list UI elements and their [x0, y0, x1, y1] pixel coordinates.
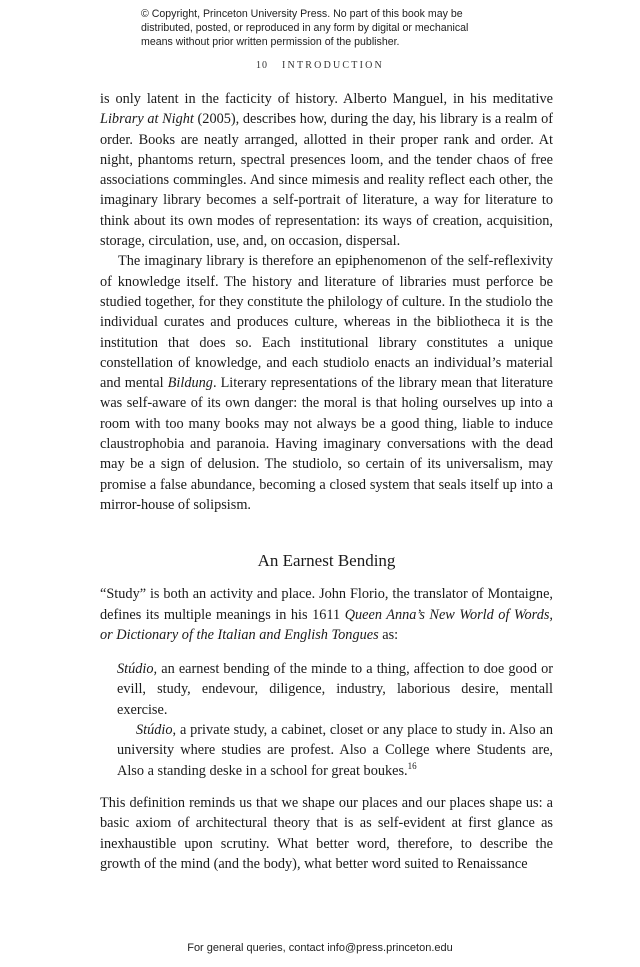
text-run: an earnest bending of the minde to a thing, affection to doe good or evill, study, endevour, diligence, industry, laborious desire, mentall exercise. — [117, 661, 553, 718]
copyright-line: distributed, posted, or reproduced in any form by digital or mechanical — [141, 22, 469, 35]
footer-contact: For general queries, contact info@press.princeton.edu — [187, 942, 453, 954]
text-run: as: — [378, 626, 399, 643]
running-head — [0, 60, 640, 71]
paragraph — [100, 584, 553, 645]
block-quote — [117, 659, 553, 781]
section-heading: An Earnest Bending — [257, 551, 396, 571]
copyright-notice — [141, 7, 521, 50]
paragraph — [100, 89, 553, 251]
copyright-line: © Copyright, Princeton University Press. No part of this book may be — [141, 8, 463, 20]
chapter-title: INTRODUCTION — [282, 60, 384, 71]
text-run: (2005), describes how, during the day, his library is a realm of order. Books are neatly arranged, allotted in their proper rank and order. At night, phantoms return, spectral presences loom, and the tender chaos of free associations commingles. And since mimesis and reality reflect each other, the imaginary library becomes a self-portrait of literature, a way for literature to think about its own modes of representation: its ways of creation, acquisition, storage, circulation, use, and, on occasion, dispersal. — [100, 111, 553, 250]
main-text — [100, 89, 553, 874]
paragraph — [100, 793, 553, 874]
text-run: This definition reminds us that we shape our places and our places shape us: a basic axiom of architectural theory that is as self-evident at first glance as inexhaustible upon scrutiny. What better word, therefore, to describe the growth of the mind (and the body), what better word suited to Renaissance — [100, 794, 553, 872]
text-run: “Study” is both an activity and place. John Florio, the translator of Montaigne, defines its multiple meanings in his 1611 — [100, 586, 553, 623]
copyright-line: means without prior written permission of the publisher. — [141, 36, 400, 49]
headword: Stúdio — [136, 722, 173, 739]
book-title: Library at Night — [100, 111, 194, 128]
quote-entry — [117, 720, 553, 781]
text-run: The imaginary library is therefore an epiphenomenon of the self-reflexivity of knowledge itself. The history and literature of libraries must perforce be studied together, for they constitute the philology of culture. In the studiolo the individual curates and produces culture, whereas in the bibliotheca it is the institution that does so. Each institutional library constitutes a unique constellation of knowledge, and each studiolo enacts an individual’s material and mental — [100, 253, 553, 392]
headword: Stúdio, — [117, 661, 158, 678]
text-run: , a private study, a cabinet, closet or any place to study in. Also an university where studies are profest. Also a College where Students are, Also a standing deske in a school for great boukes. — [117, 722, 553, 779]
book-title: Queen Anna’s New World of Words, or Dictionary of the Italian and English Tongues — [100, 606, 553, 643]
quote-entry — [117, 659, 553, 720]
page-number: 10 — [256, 60, 269, 71]
text-run: is only latent in the facticity of history. Alberto Manguel, in his meditative — [100, 91, 553, 107]
footnote-marker[interactable]: 16 — [407, 760, 417, 771]
italic-term: Bildung — [167, 375, 213, 392]
text-run: . Literary representations of the library mean that literature was self-aware of its own danger: the moral is that holing ourselves up into a room with too many books may not always be a good thing, liable to induce claustrophobia and paranoia. Having imaginary conversations with the dead may be a sign of delusion. The studiolo, so certain of its universalism, may promise a false abundance, becoming a closed system that seals itself up into a mirror-house of solipsism. — [100, 375, 553, 513]
paragraph — [100, 251, 553, 515]
